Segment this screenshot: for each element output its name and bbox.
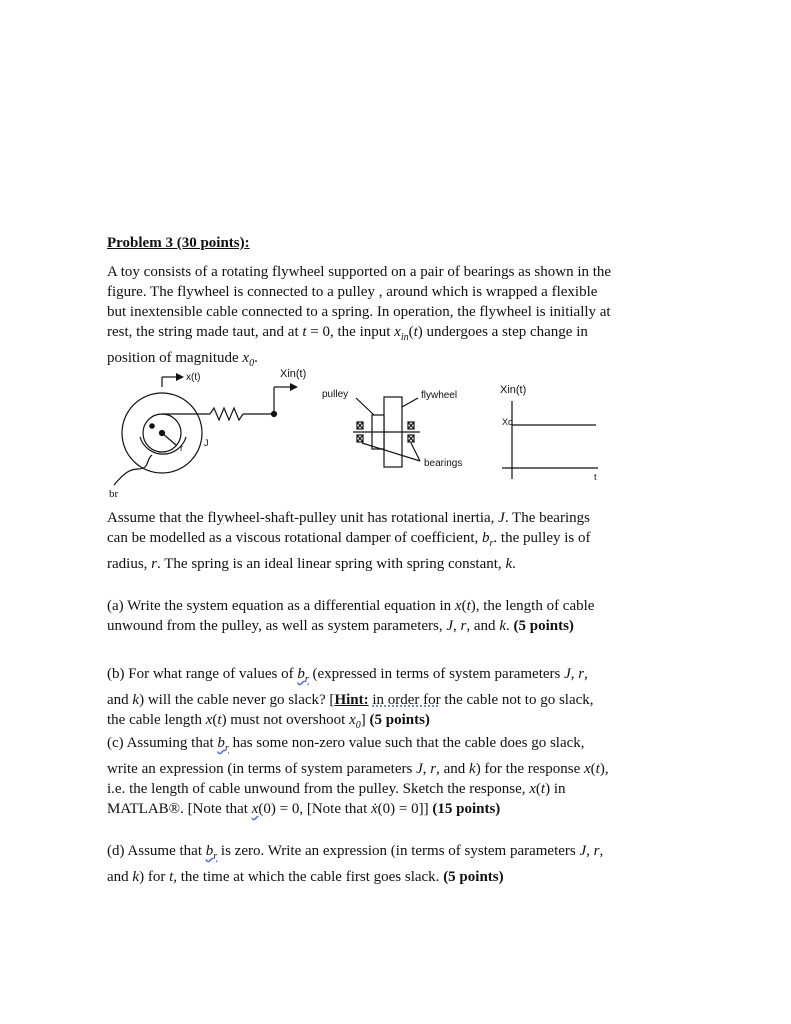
inertia-label: J <box>204 438 209 448</box>
part-a-points: (5 points) <box>513 618 574 634</box>
xin-label-graph: Xin(t) <box>500 384 527 396</box>
part-c-points: (15 points) <box>432 801 501 817</box>
flywheel-figure <box>100 365 620 505</box>
part-d-points: (5 points) <box>443 869 504 885</box>
flywheel-schematic <box>114 373 298 485</box>
bearing-schematic <box>353 397 420 467</box>
part-a-paragraph: (a) Write the system equation as a differential equation in x(t), the length of cable unwound from the pulley, as well as system parameters, J, r, and k. (5 points) <box>107 598 595 634</box>
part-d-paragraph: (d) Assume that $b_r$ is zero. Write an expression (in terms of system parameters J, r, and k) for t, the time at which the cable first goes slack. (5 points) <box>107 843 604 885</box>
step-input-graph <box>502 401 598 479</box>
x-arrow-head <box>176 373 184 381</box>
pulley-leader <box>356 398 374 415</box>
x-t-label: x(t) <box>186 372 201 383</box>
pulley-rim-dot <box>150 424 154 428</box>
t-axis-label: t <box>594 472 597 482</box>
part-c-paragraph: (c) Assuming that $b_r$ has some non-zero value such that the cable does go slack, write an expression (in terms of system parameters J, r, and k) for the response x(t), i.e. the length of cable unwound from the pulley. Sketch the response, x(t) in MATLAB®. [Note that x(0) = 0, [Note that ẋ(0) = 0]] (15 points) <box>107 735 609 817</box>
problem-title: Problem 3 (30 points): <box>107 235 250 251</box>
xin-arrow-head <box>290 383 298 391</box>
part-b-paragraph: (b) For what range of values of $b_r$ (expressed in terms of system parameters J, r, and k) will the cable never go slack? [Hint: in order for the cable not to go slack, the cable length x(t) must not overshoot $x_0$] (5 points) <box>107 666 594 731</box>
flywheel-leader <box>402 398 418 407</box>
radius-label: r <box>180 443 183 453</box>
bearings-label: bearings <box>424 458 463 469</box>
pulley-label: pulley <box>322 389 349 400</box>
spring-zigzag <box>210 408 243 420</box>
intro-paragraph: A toy consists of a rotating flywheel supported on a pair of bearings as shown in the figure. The flywheel is connected to a pulley , around which is wrapped a flexible but inextensible cable connected to a spring. In operation, the flywheel is initially at rest, the string made taut, and at t = 0, the input $x_{in}(t)$ undergoes a step change in position of magnitude $x_0$. <box>107 264 612 369</box>
radius-line <box>162 433 176 445</box>
x0-label: Xo <box>502 417 514 427</box>
flywheel-label: flywheel <box>421 390 458 401</box>
damper-label: br <box>109 488 119 500</box>
xin-label-left: Xin(t) <box>280 368 307 380</box>
assumption-paragraph: Assume that the flywheel-shaft-pulley unit has rotational inertia, J. The bearings can be modelled as a viscous rotational damper of coefficient, $b_r$. the pulley is of radius, r. The spring is an ideal linear spring with spring constant, k. <box>107 510 591 572</box>
part-b-points: (5 points) <box>369 712 430 728</box>
hint-label: Hint: <box>334 692 369 708</box>
